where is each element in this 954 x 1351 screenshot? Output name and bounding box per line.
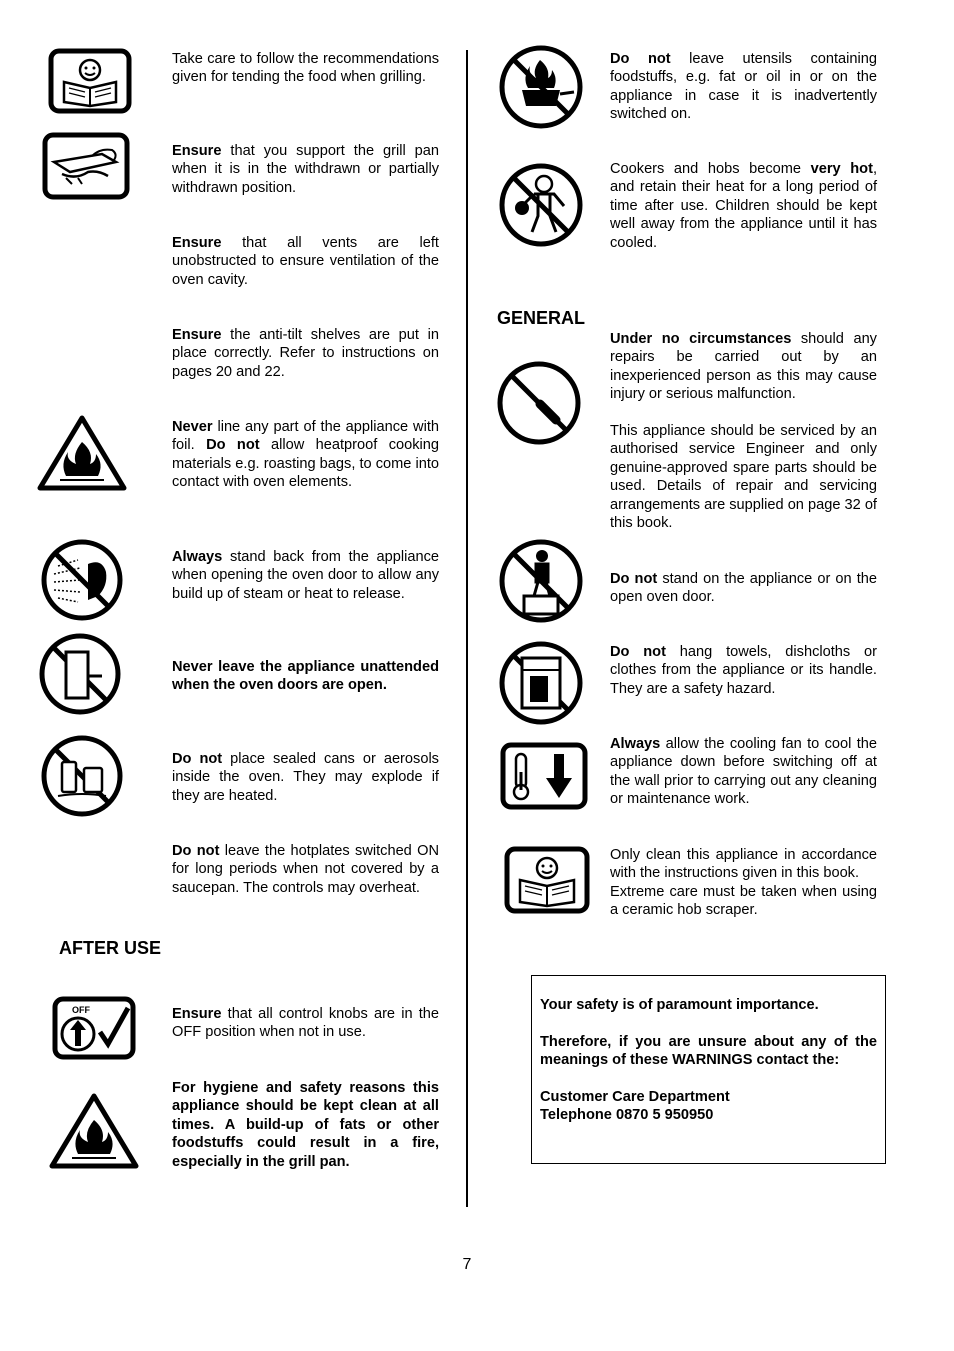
utensils-text: Do not leave utensils containing foodstuffs, e.g. fat or oil in or on the appliance in case it is inadvertently switched on.: [610, 51, 877, 123]
safety-notice-box: [531, 975, 886, 1164]
knobs-text: Ensure that all control knobs are in the OFF position when not in use.: [172, 1006, 439, 1041]
hygiene-text: For hygiene and safety reasons this appliance should be kept clean at all times. A build-up of fats or other foodstuffs could result in a fire, especially in the grill pan.: [172, 1080, 439, 1170]
cans-text: Do not place sealed cans or aerosols inside the oven. They may explode if they are heated.: [172, 751, 439, 804]
towels-text: Do not hang towels, dishcloths or clothes from the appliance or its handle. They are a safety hazard.: [610, 644, 877, 697]
sealed-cans-icon: [40, 734, 124, 818]
foil-text: Never line any part of the appliance with foil. Do not allow heatproof cooking materials e.g. roasting bags, to come into contact with oven elements.: [172, 419, 439, 491]
cooling-text: Always allow the cooling fan to cool the appliance down before switching off at the wall prior to carrying out any cleaning or maintenance work.: [610, 736, 877, 808]
after-use-heading: AFTER USE: [59, 938, 162, 958]
keep-children-away-icon: [498, 162, 584, 248]
serviced-text: This appliance should be serviced by an authorised service Engineer and only genuine-approved spare parts should be used. Details of repair and servicing arrangements are supplied on page 32 of this book.: [610, 423, 877, 532]
vents-text: Ensure that all vents are left unobstructed to ensure ventilation of the oven cavity.: [172, 235, 439, 288]
cooling-thermometer-icon: [500, 742, 588, 810]
general-heading: GENERAL: [497, 308, 586, 328]
grill-care-text: Take care to follow the recommendations given for tending the food when grilling.: [172, 51, 439, 86]
cleaning-text: Only clean this appliance in accordance with the instructions given in this book. Extreme care must be taken when using a ceramic hob scraper.: [610, 847, 877, 919]
do-not-stand-icon: [498, 538, 584, 624]
notice-line-3: Customer Care Department: [540, 1089, 730, 1105]
fire-hazard-icon: [48, 1092, 140, 1170]
stand-text: Do not stand on the appliance or on the open oven door.: [610, 571, 877, 606]
notice-line-4: Telephone 0870 5 950950: [540, 1107, 714, 1124]
shelves-text: Ensure the anti-tilt shelves are put in place correctly. Refer to instructions on pages 20 and 22.: [172, 327, 439, 380]
repairs-text: Under no circumstances should any repairs be carried out by an inexperienced person as this may cause injury or serious malfunction.: [610, 331, 877, 403]
utensils-fire-icon: [498, 44, 584, 130]
steam-warning-icon: [40, 538, 124, 622]
notice-line-2: Therefore, if you are unsure about any of the meanings of these WARNINGS contact the:: [540, 1033, 877, 1069]
page-number: 7: [462, 1256, 472, 1273]
notice-line-1: Your safety is of paramount importance.: [540, 997, 819, 1013]
grill-pan-text: Ensure that you support the grill pan when it is in the withdrawn or partially withdrawn position.: [172, 143, 439, 196]
svg-text:OFF: OFF: [72, 1005, 90, 1015]
read-instructions-icon: [48, 48, 132, 114]
unattended-text: Never leave the appliance unattended when the oven doors are open.: [172, 659, 439, 694]
children-text: Cookers and hobs become very hot, and retain their heat for a long period of time after use. Children should be kept well away from the appliance until it has cooled.: [610, 161, 877, 251]
oven-door-open-icon: [38, 632, 122, 716]
column-divider: [466, 50, 468, 1207]
fire-warning-icon: [36, 414, 128, 492]
knob-off-icon: [52, 996, 136, 1060]
no-towels-icon: [498, 640, 584, 726]
grill-pan-support-icon: [42, 132, 130, 200]
cleaning-instructions-icon: [504, 846, 590, 914]
steam-text: Always stand back from the appliance when opening the oven door to allow any build up of steam or heat to release.: [172, 549, 439, 602]
no-repairs-screwdriver-icon: [496, 360, 582, 446]
hotplates-text: Do not leave the hotplates switched ON for long periods when not covered by a saucepan. The controls may overheat.: [172, 843, 439, 896]
